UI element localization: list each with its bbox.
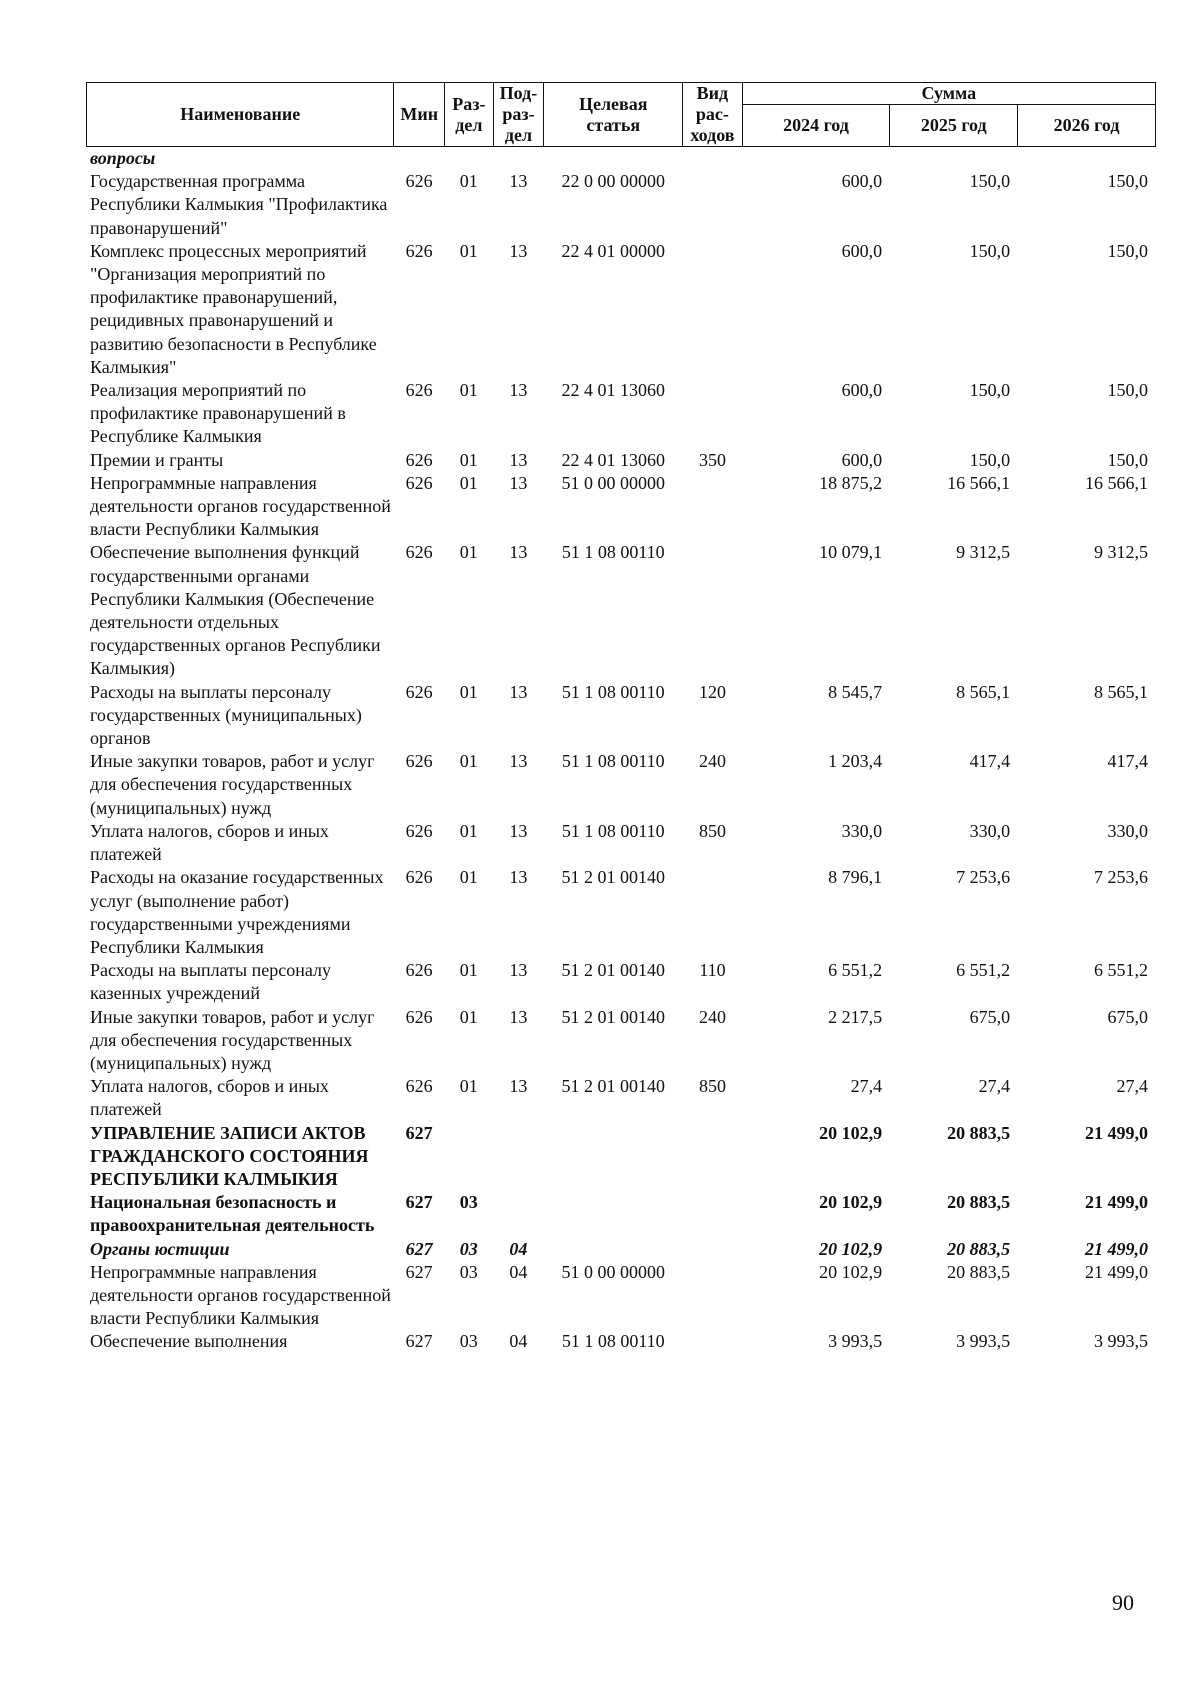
row-name: Обеспечение выполнения функций государственными органами Республики Калмыкия (Обеспечение деятельности отдельных государственных органов Республики Калмыкия) [90,542,381,679]
row-vid [683,1191,743,1237]
row-sum-2024: 3 993,5 [828,1331,883,1352]
row-sum-2026: 150,0 [1107,449,1148,470]
row-sum-2024: 600,0 [841,240,883,261]
row-razdel: 03 [459,1261,478,1282]
row-sum-2026: 21 499,0 [1085,1192,1148,1213]
row-vid: 120 [699,681,727,702]
row-sum-2026: 21 499,0 [1085,1122,1148,1143]
row-sum-2024: 600,0 [841,449,883,470]
row-min: 626 [405,960,433,981]
row-sum-2025: 6 551,2 [956,960,1011,981]
row-min: 626 [405,751,433,772]
row-sum-2025: 675,0 [969,1006,1011,1027]
row-sum-2025: 20 883,5 [947,1238,1011,1259]
row-razdel: 01 [459,960,478,981]
row-sum-2025: 3 993,5 [956,1331,1011,1352]
row-name: Национальная безопасность и правоохранительная деятельность [90,1192,375,1236]
row-target [544,1191,683,1237]
row-razdel: 03 [459,1192,478,1213]
row-podrazdel [493,147,544,170]
row-sum-2024: 27,4 [850,1076,883,1097]
row-podrazdel: 13 [509,820,528,841]
row-sum-2026: 8 565,1 [1094,681,1148,702]
row-vid: 850 [699,1076,727,1097]
row-target: 51 2 01 00140 [561,960,665,981]
row-podrazdel: 04 [509,1331,528,1352]
row-vid: 110 [699,960,726,981]
table-row [86,240,1156,379]
row-podrazdel: 13 [509,751,528,772]
row-target: 51 0 00 00000 [561,472,665,493]
row-sum-2024: 20 102,9 [819,1122,883,1143]
row-target: 51 2 01 00140 [561,867,665,888]
page-number: 90 [1112,1590,1134,1615]
row-sum-2026 [1018,147,1156,170]
row-target: 51 1 08 00110 [561,751,665,772]
row-podrazdel [493,1122,544,1192]
row-vid: 850 [699,820,727,841]
row-name: Обеспечение выполнения [90,1331,288,1352]
row-target: 22 4 01 13060 [561,380,665,401]
row-sum-2025: 150,0 [969,449,1011,470]
row-min: 626 [405,820,433,841]
row-sum-2025: 20 883,5 [947,1122,1011,1143]
row-vid [683,170,743,240]
row-sum-2026: 417,4 [1107,751,1148,772]
row-sum-2024: 1 203,4 [828,751,883,772]
row-min: 627 [405,1261,433,1282]
header-podrazdel: Под- раз- дел [493,83,544,147]
row-name: Иные закупки товаров, работ и услуг для обеспечения государственных (муниципальных) нужд [90,751,375,818]
row-razdel: 01 [459,681,478,702]
row-min: 626 [405,681,433,702]
row-min: 626 [405,449,433,470]
header-min: Мин [394,83,445,147]
row-sum-2025: 150,0 [969,171,1011,192]
row-razdel: 01 [459,1076,478,1097]
table-row [86,541,1156,680]
row-sum-2024: 20 102,9 [819,1238,883,1259]
row-podrazdel: 13 [509,867,528,888]
row-sum-2026: 3 993,5 [1094,1331,1148,1352]
row-name: Уплата налогов, сборов и иных платежей [90,820,329,865]
row-podrazdel: 04 [509,1238,528,1259]
table-row [86,820,1156,866]
row-name: УПРАВЛЕНИЕ ЗАПИСИ АКТОВ ГРАЖДАНСКОГО СОСТОЯНИЯ РЕСПУБЛИКИ КАЛМЫКИЯ [90,1122,369,1189]
row-podrazdel: 13 [509,681,528,702]
row-razdel [444,1122,493,1192]
row-vid [683,472,743,542]
row-name: Государственная программа Республики Калмыкия "Профилактика правонарушений" [90,171,388,238]
row-name: Расходы на выплаты персоналу государственных (муниципальных) органов [90,681,362,749]
row-podrazdel: 13 [509,240,528,261]
row-sum-2025: 27,4 [978,1076,1011,1097]
row-min: 627 [405,1331,433,1352]
row-target: 51 1 08 00110 [561,1331,665,1352]
row-podrazdel: 13 [509,171,528,192]
row-target: 22 0 00 00000 [561,171,665,192]
row-sum-2024: 6 551,2 [828,960,883,981]
row-sum-2026: 675,0 [1107,1006,1148,1027]
row-min: 626 [405,1006,433,1027]
row-razdel: 01 [459,542,478,563]
row-sum-2024: 2 217,5 [828,1006,883,1027]
table-row [86,681,1156,751]
row-razdel: 01 [459,171,478,192]
header-2025: 2025 год [890,105,1018,147]
table-row [86,1330,1156,1353]
row-vid [683,1122,743,1192]
row-sum-2026: 150,0 [1107,240,1148,261]
row-name: Уплата налогов, сборов и иных платежей [90,1076,329,1120]
row-target: 51 1 08 00110 [561,681,665,702]
row-sum-2026: 21 499,0 [1085,1238,1148,1259]
row-sum-2026: 150,0 [1107,171,1148,192]
table-row [86,170,1156,240]
row-vid [683,240,743,379]
row-podrazdel: 13 [509,1076,528,1097]
row-min: 627 [405,1238,433,1259]
row-razdel: 03 [459,1238,478,1259]
header-summa: Сумма [742,83,1155,105]
table-row [86,1191,1156,1237]
row-razdel: 01 [459,820,478,841]
row-vid: 350 [699,449,727,470]
row-podrazdel: 13 [509,542,528,563]
row-sum-2025: 20 883,5 [947,1192,1011,1213]
row-podrazdel: 13 [509,449,528,470]
row-razdel: 03 [459,1331,478,1352]
row-podrazdel: 13 [509,1006,528,1027]
row-podrazdel: 04 [509,1261,528,1282]
row-sum-2024 [742,147,890,170]
row-min: 626 [405,472,433,493]
table-row [86,750,1156,820]
row-sum-2025: 150,0 [969,240,1011,261]
table-row [86,472,1156,542]
row-target: 51 2 01 00140 [561,1006,665,1027]
table-row [86,379,1156,449]
row-sum-2024: 330,0 [841,820,883,841]
row-target: 22 4 01 00000 [561,240,665,261]
row-min: 626 [405,171,433,192]
budget-table-page [86,82,1156,1354]
row-target: 51 1 08 00110 [561,542,665,563]
row-sum-2025: 16 566,1 [947,472,1011,493]
row-vid [683,1238,743,1261]
row-sum-2025: 330,0 [969,820,1011,841]
row-razdel: 01 [459,1006,478,1027]
row-razdel [444,147,493,170]
header-2024: 2024 год [742,105,890,147]
row-sum-2026: 9 312,5 [1094,542,1148,563]
row-min: 626 [405,867,433,888]
row-sum-2026: 27,4 [1116,1076,1148,1097]
row-name: Иные закупки товаров, работ и услуг для обеспечения государственных (муниципальных) нужд [90,1006,375,1073]
row-vid [683,1261,743,1331]
row-min: 626 [405,1076,433,1097]
row-sum-2026: 21 499,0 [1085,1261,1148,1282]
table-row [86,1122,1156,1192]
table-row [86,1075,1156,1121]
row-podrazdel: 13 [509,960,528,981]
row-name: Расходы на оказание государственных услуг (выполнение работ) государственными учреждениями Республики Калмыкия [90,867,384,957]
row-razdel: 01 [459,867,478,888]
header-name: Наименование [87,83,394,147]
row-name: Непрограммные направления деятельности органов государственной власти Республики Калмыкия [90,472,391,540]
row-min: 626 [405,542,433,563]
table-row [86,1006,1156,1076]
row-name: Органы юстиции [90,1238,230,1259]
row-sum-2025: 9 312,5 [956,542,1011,563]
row-vid [683,866,743,959]
table-row [86,449,1156,472]
row-name: Расходы на выплаты персоналу казенных учреждений [90,960,331,1004]
row-razdel: 01 [459,380,478,401]
row-vid [683,147,743,170]
row-sum-2025: 150,0 [969,380,1011,401]
header-2026: 2026 год [1018,105,1156,147]
row-target: 51 0 00 00000 [561,1261,665,1282]
row-sum-2024: 8 545,7 [828,681,883,702]
row-podrazdel: 13 [509,472,528,493]
row-sum-2024: 600,0 [841,171,883,192]
row-vid [683,541,743,680]
row-name: Премии и гранты [90,449,224,470]
row-sum-2026: 330,0 [1107,820,1148,841]
row-sum-2026: 6 551,2 [1094,960,1148,981]
row-sum-2025: 20 883,5 [947,1261,1011,1282]
row-min: 627 [405,1122,433,1143]
row-vid: 240 [699,1006,727,1027]
row-name: Комплекс процессных мероприятий "Организация мероприятий по профилактике правонарушений, рецидивных правонарушений и развитию безопасности в Республике Калмыкия" [90,240,377,377]
row-sum-2026: 7 253,6 [1094,867,1148,888]
table-row [86,1238,1156,1261]
row-name: вопросы [90,148,156,168]
row-sum-2026: 150,0 [1107,380,1148,401]
row-min [394,147,445,170]
row-vid [683,1330,743,1353]
header-target: Целевая статья [544,83,683,147]
table-header [86,82,1156,147]
row-razdel: 01 [459,449,478,470]
row-target: 22 4 01 13060 [561,449,665,470]
row-sum-2024: 18 875,2 [819,472,883,493]
row-sum-2025: 8 565,1 [956,681,1011,702]
row-name: Непрограммные направления деятельности органов государственной власти Республики Калмыкия [90,1261,391,1329]
header-razdel: Раз- дел [445,83,493,147]
row-sum-2024: 10 079,1 [819,542,883,563]
row-sum-2024: 600,0 [841,380,883,401]
row-min: 626 [405,380,433,401]
row-razdel: 01 [459,240,478,261]
row-sum-2025: 7 253,6 [956,867,1011,888]
row-target [544,147,683,170]
row-target [544,1122,683,1192]
row-sum-2024: 8 796,1 [828,867,883,888]
row-target: 51 1 08 00110 [561,820,665,841]
row-podrazdel [493,1191,544,1237]
table-row [86,147,1156,170]
row-razdel: 01 [459,472,478,493]
row-min: 627 [405,1192,433,1213]
row-sum-2024: 20 102,9 [819,1192,883,1213]
row-target [544,1238,683,1261]
row-podrazdel: 13 [509,380,528,401]
row-sum-2024: 20 102,9 [819,1261,883,1282]
row-name: Реализация мероприятий по профилактике правонарушений в Республике Калмыкия [90,380,346,447]
row-sum-2025 [890,147,1018,170]
table-body [86,147,1156,1354]
table-row [86,866,1156,959]
row-vid [683,379,743,449]
row-target: 51 2 01 00140 [561,1076,665,1097]
row-min: 626 [405,240,433,261]
table-row [86,959,1156,1005]
row-razdel: 01 [459,751,478,772]
row-sum-2026: 16 566,1 [1085,472,1148,493]
header-vid: Вид рас- ходов [683,83,743,147]
row-vid: 240 [699,751,727,772]
table-row [86,1261,1156,1331]
row-sum-2025: 417,4 [969,751,1011,772]
